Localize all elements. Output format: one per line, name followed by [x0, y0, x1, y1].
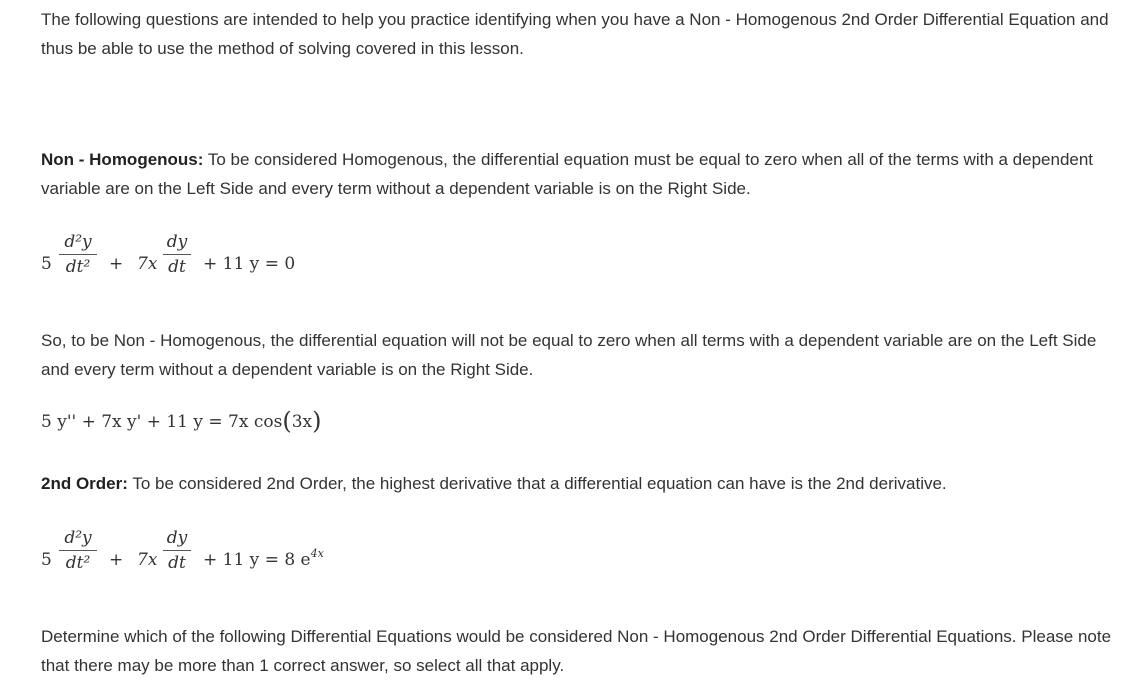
eq3-second-derivative: [59, 528, 97, 573]
eq2-argument: 3x: [291, 412, 313, 432]
eq3-rest-text: + 11 y = 8 e: [203, 550, 311, 570]
equation-homogenous-example: [41, 228, 341, 294]
eq3-coefficient-2: 7x: [137, 550, 158, 570]
eq3-coefficient: 5: [41, 550, 52, 570]
eq3-frac2-numerator: dy: [166, 528, 188, 548]
eq1-frac2-numerator: dy: [166, 232, 188, 252]
eq3-frac2-denominator: dt: [168, 553, 186, 573]
equation-second-order-example: [41, 524, 361, 590]
eq1-rest: + 11 y = 0: [203, 254, 296, 274]
eq3-exponent: 4x: [310, 547, 324, 560]
second-order-label: 2nd Order:: [41, 474, 128, 493]
non-homogenous-paragraph: [41, 146, 1121, 203]
eq3-frac1-denominator: dt²: [65, 553, 91, 573]
eq3-plus: +: [109, 550, 124, 570]
eq3-rest: [203, 547, 324, 570]
eq1-first-derivative: [163, 232, 191, 277]
second-order-paragraph: [41, 470, 1121, 499]
equation-non-homogenous-example: 5 y'' + 7x y' + 11 y = 7x cos(3x): [41, 407, 322, 435]
eq1-second-derivative: [59, 232, 97, 277]
intro-paragraph: The following questions are intended to help you practice identifying when you have a Non - Homogenous 2nd Order Differential Equation and thus be able to use the method of solving covered in this lesson.: [41, 10, 1109, 58]
eq1-frac2-denominator: dt: [168, 257, 186, 277]
eq1-coefficient-2: 7x: [137, 254, 158, 274]
non-homogenous-text: To be considered Homogenous, the differential equation must be equal to zero when all of the terms with a dependent variable are on the Left Side and every term without a dependent variable is on the Right Side.: [41, 150, 1094, 198]
determine-paragraph: Determine which of the following Differential Equations would be considered Non - Homogenous 2nd Order Differential Equations. Please note that there may be more than 1 correct answer, so select all that apply.: [41, 627, 1112, 675]
eq3-frac1-numerator: d²y: [64, 528, 92, 548]
eq1-plus: +: [109, 254, 124, 274]
eq1-frac1-denominator: dt²: [65, 257, 91, 277]
second-order-text: To be considered 2nd Order, the highest derivative that a differential equation can have is the 2nd derivative.: [127, 474, 947, 493]
so-paragraph: So, to be Non - Homogenous, the differential equation will not be equal to zero when all terms with a dependent variable are on the Left Side and every term without a dependent variable is on the Right Side.: [41, 331, 1097, 379]
eq1-coefficient: 5: [41, 254, 52, 274]
non-homogenous-label: Non - Homogenous:: [41, 150, 204, 169]
eq1-frac1-numerator: d²y: [64, 232, 92, 252]
eq2-lhs: 5 y'' + 7x y' + 11 y = 7x cos: [41, 412, 283, 432]
eq3-first-derivative: [163, 528, 191, 573]
